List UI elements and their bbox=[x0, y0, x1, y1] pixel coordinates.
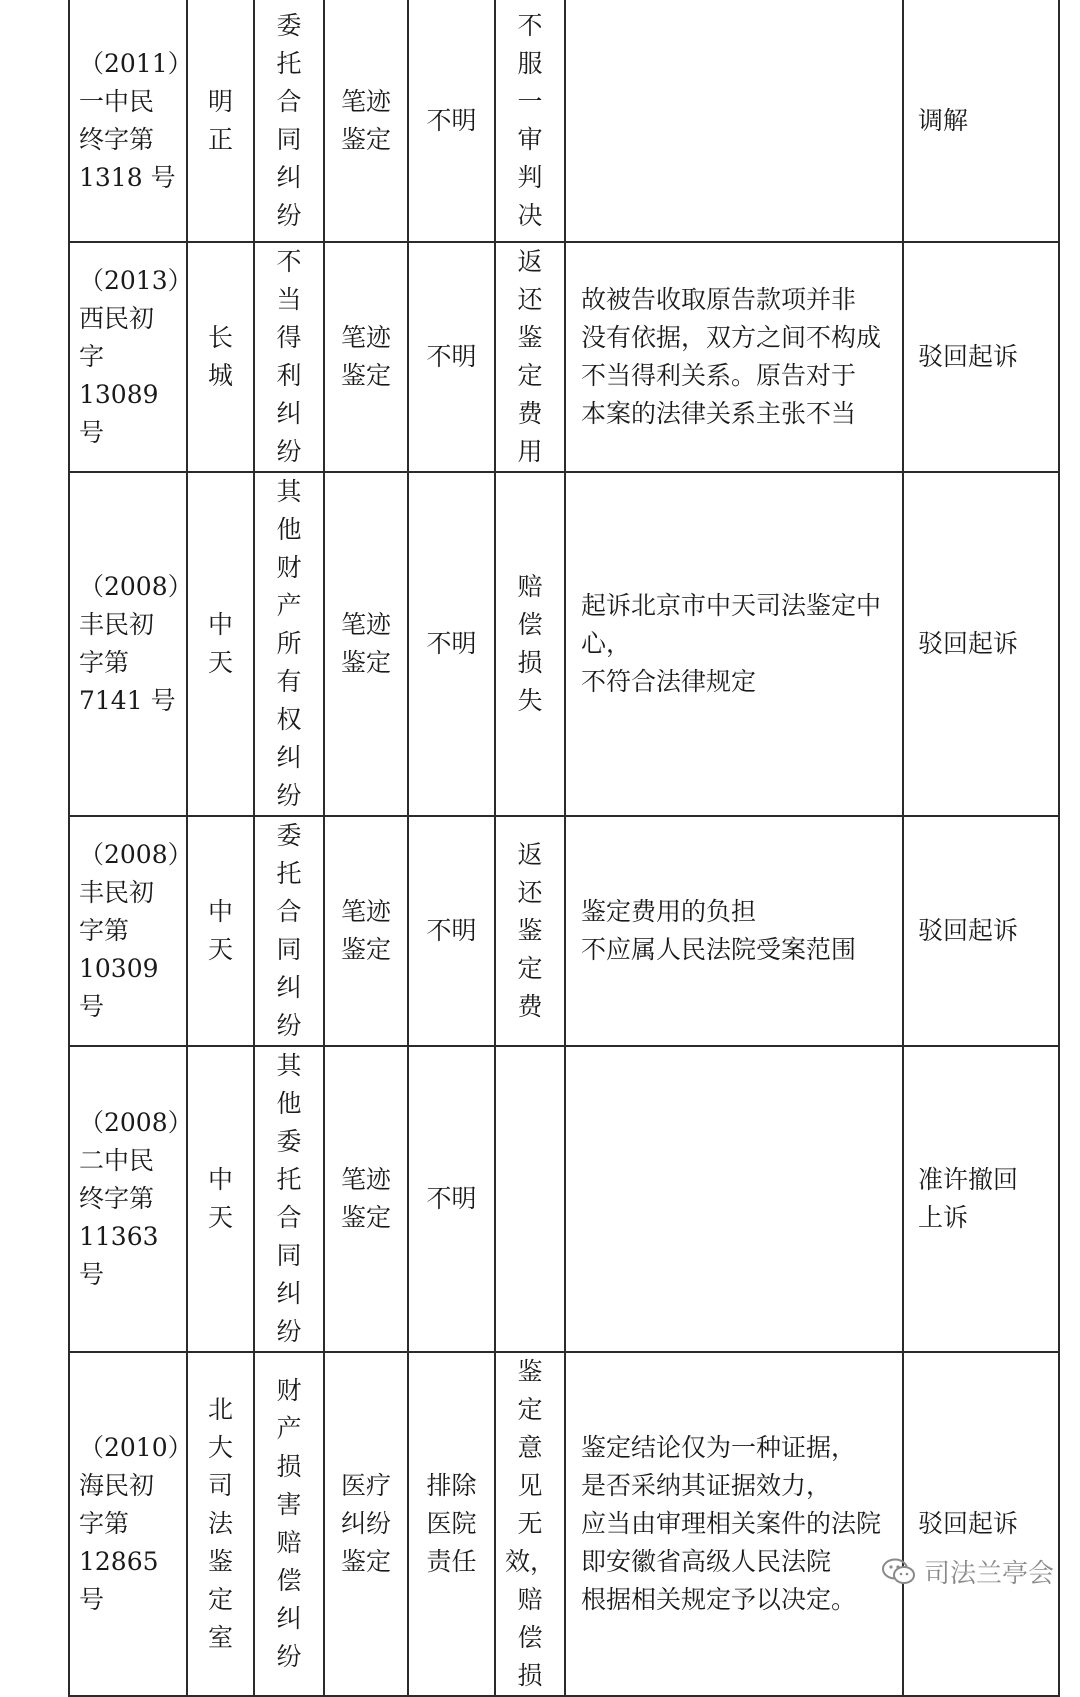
case-number-cell: （2008） 丰民初 字第 10309 号 bbox=[69, 816, 187, 1046]
claim-cell bbox=[495, 1046, 565, 1352]
table-row bbox=[69, 0, 1059, 242]
reason-cell: 鉴定结论仅为一种证据， 是否采纳其证据效力， 应当由审理相关案件的法院 即安徽省高级人民法院 根据相关规定予以决定。 bbox=[565, 1352, 903, 1696]
outcome-cell: 驳回起诉 bbox=[903, 242, 1059, 472]
cause-cell: 委 托 合 同 纠 纷 bbox=[254, 0, 324, 242]
appraisal-type-cell: 笔迹 鉴定 bbox=[324, 816, 408, 1046]
appraisal-result-cell: 不明 bbox=[408, 472, 495, 816]
case-number-cell: （2010） 海民初 字第 12865 号 bbox=[69, 1352, 187, 1696]
party-cell: 明 正 bbox=[187, 0, 254, 242]
case-number-cell: （2011） 一中民 终字第 1318 号 bbox=[69, 0, 187, 242]
table-row bbox=[69, 1352, 1059, 1696]
reason-cell bbox=[565, 1046, 903, 1352]
party-cell: 中 天 bbox=[187, 472, 254, 816]
outcome-cell: 驳回起诉 bbox=[903, 816, 1059, 1046]
appraisal-type-cell: 笔迹 鉴定 bbox=[324, 242, 408, 472]
table-row bbox=[69, 1046, 1059, 1352]
outcome-cell: 驳回起诉 bbox=[903, 472, 1059, 816]
claim-cell: 不 服 一 审 判 决 bbox=[495, 0, 565, 242]
appraisal-type-cell: 医疗 纠纷 鉴定 bbox=[324, 1352, 408, 1696]
reason-cell bbox=[565, 0, 903, 242]
table-row bbox=[69, 816, 1059, 1046]
appraisal-result-cell: 不明 bbox=[408, 816, 495, 1046]
appraisal-type-cell: 笔迹 鉴定 bbox=[324, 472, 408, 816]
case-number-cell: （2013） 西民初 字 13089 号 bbox=[69, 242, 187, 472]
reason-cell: 起诉北京市中天司法鉴定中 心， 不符合法律规定 bbox=[565, 472, 903, 816]
outcome-cell: 调解 bbox=[903, 0, 1059, 242]
appraisal-result-cell: 不明 bbox=[408, 242, 495, 472]
wechat-icon bbox=[882, 1558, 916, 1586]
case-table bbox=[68, 0, 1060, 1697]
case-number-cell: （2008） 二中民 终字第 11363 号 bbox=[69, 1046, 187, 1352]
watermark bbox=[882, 1553, 1054, 1590]
table-row bbox=[69, 242, 1059, 472]
case-number-cell: （2008） 丰民初 字第 7141 号 bbox=[69, 472, 187, 816]
party-cell: 北 大 司 法 鉴 定 室 bbox=[187, 1352, 254, 1696]
party-cell: 长 城 bbox=[187, 242, 254, 472]
reason-cell: 鉴定费用的负担 不应属人民法院受案范围 bbox=[565, 816, 903, 1046]
outcome-cell: 驳回起诉 bbox=[903, 1352, 1059, 1696]
cause-cell: 不 当 得 利 纠 纷 bbox=[254, 242, 324, 472]
reason-cell: 故被告收取原告款项并非 没有依据，双方之间不构成 不当得利关系。原告对于 本案的法律关系主张不当 bbox=[565, 242, 903, 472]
cause-cell: 委 托 合 同 纠 纷 bbox=[254, 816, 324, 1046]
claim-cell: 返 还 鉴 定 费 用 bbox=[495, 242, 565, 472]
claim-cell: 赔 偿 损 失 bbox=[495, 472, 565, 816]
appraisal-result-cell: 不明 bbox=[408, 0, 495, 242]
outcome-cell: 准许撤回 上诉 bbox=[903, 1046, 1059, 1352]
cause-cell: 其 他 委 托 合 同 纠 纷 bbox=[254, 1046, 324, 1352]
appraisal-result-cell: 不明 bbox=[408, 1046, 495, 1352]
watermark-text: 司法兰亭会 bbox=[923, 1559, 1054, 1589]
party-cell: 中 天 bbox=[187, 1046, 254, 1352]
appraisal-result-cell: 排除 医院 责任 bbox=[408, 1352, 495, 1696]
appraisal-type-cell: 笔迹 鉴定 bbox=[324, 0, 408, 242]
table-row bbox=[69, 472, 1059, 816]
claim-cell: 鉴 定 意 见 无 效， 赔 偿 损 bbox=[495, 1352, 565, 1696]
party-cell: 中 天 bbox=[187, 816, 254, 1046]
appraisal-type-cell: 笔迹 鉴定 bbox=[324, 1046, 408, 1352]
cause-cell: 其 他 财 产 所 有 权 纠 纷 bbox=[254, 472, 324, 816]
claim-cell: 返 还 鉴 定 费 bbox=[495, 816, 565, 1046]
cause-cell: 财 产 损 害 赔 偿 纠 纷 bbox=[254, 1352, 324, 1696]
